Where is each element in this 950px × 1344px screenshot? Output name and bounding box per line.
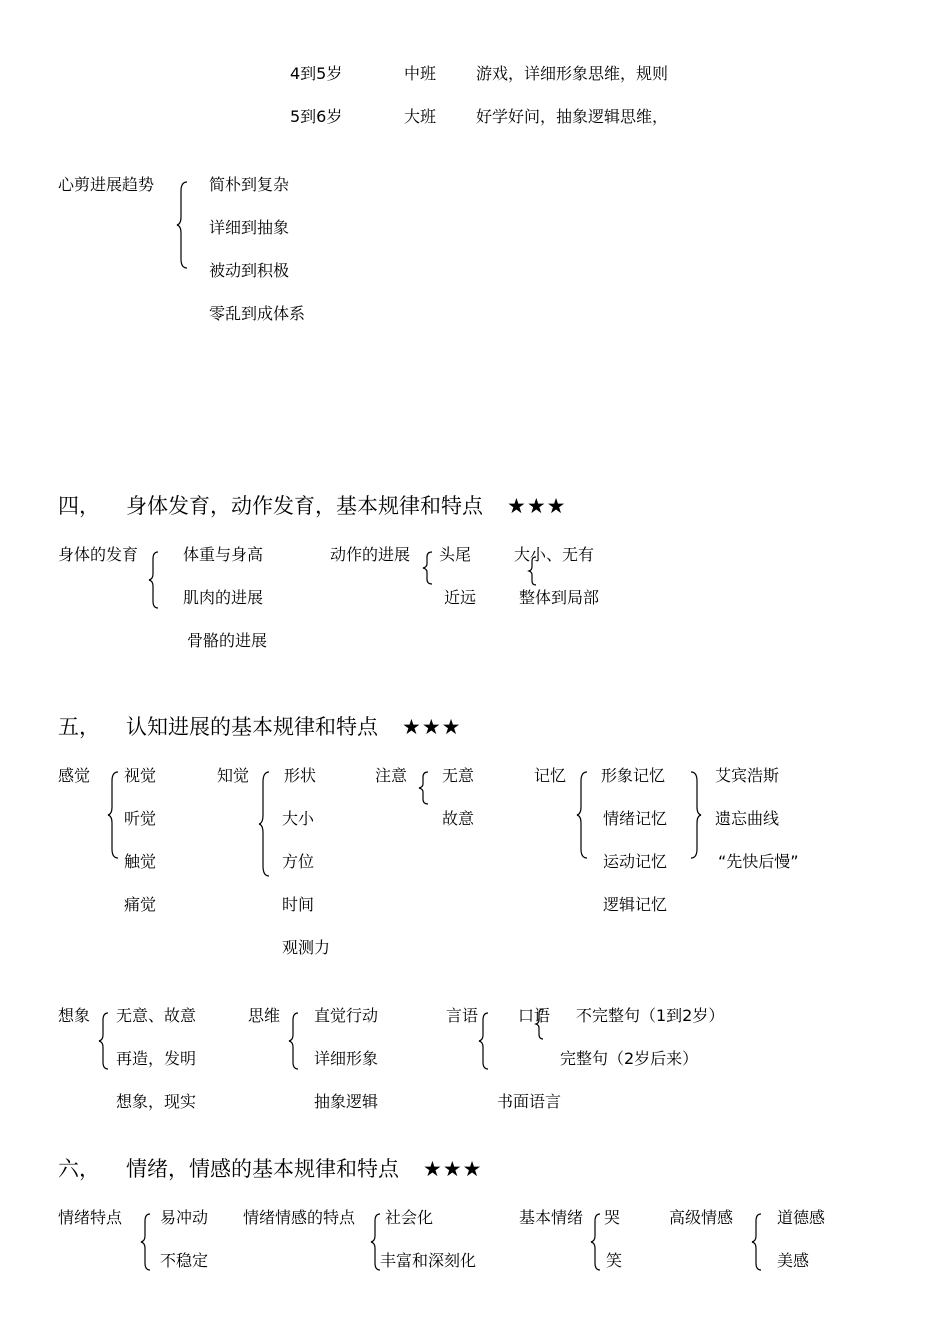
perception-label: 知觉 — [217, 766, 250, 785]
section-4-heading — [58, 493, 566, 519]
trend-item: 零乱到成体系 — [209, 304, 306, 323]
trend-item: 详细到抽象 — [209, 218, 290, 237]
language-written: 书面语言 — [497, 1092, 562, 1111]
language-oral-item: 完整句（2岁后来） — [560, 1049, 699, 1068]
left-brace-icon — [418, 771, 430, 805]
memory-item: 情绪记忆 — [603, 809, 668, 828]
trend-label: 心剪进展趋势 — [58, 175, 155, 194]
section-5-title: 认知进展的基本规律和特点 — [126, 715, 378, 739]
imagination-item: 想象，现实 — [116, 1092, 197, 1111]
section-6-title: 情绪，情感的基本规律和特点 — [126, 1157, 399, 1181]
higher-feeling-label: 高级情感 — [669, 1208, 734, 1227]
age-row-1-traits: 游戏，详细形象思维，规则 — [476, 64, 669, 83]
left-brace-icon — [535, 1008, 545, 1040]
thinking-item: 直觉行动 — [314, 1006, 379, 1025]
sensation-label: 感觉 — [58, 766, 91, 785]
memory-note: 遗忘曲线 — [715, 809, 780, 828]
perception-item: 时间 — [282, 895, 315, 914]
left-brace-icon — [107, 771, 121, 859]
attention-label: 注意 — [375, 766, 408, 785]
left-brace-icon — [140, 1213, 152, 1271]
perception-item: 方位 — [282, 852, 315, 871]
motion-sub-item: 整体到局部 — [519, 588, 600, 607]
age-row-2-class: 大班 — [404, 107, 437, 126]
body-item: 骨骼的进展 — [187, 631, 268, 650]
left-brace-icon — [422, 551, 434, 585]
left-brace-icon — [590, 1213, 602, 1271]
section-6-number: 六， — [58, 1157, 100, 1181]
imagination-item: 无意、故意 — [116, 1006, 197, 1025]
right-brace-icon — [688, 771, 702, 859]
perception-item: 形状 — [284, 766, 317, 785]
language-label: 言语 — [446, 1006, 479, 1025]
sensation-item: 视觉 — [124, 766, 157, 785]
body-development-label: 身体的发育 — [58, 545, 139, 564]
trend-item: 被动到积极 — [209, 261, 290, 280]
rating-stars: ★★★ — [402, 715, 462, 739]
emotion-feeling-item: 丰富和深刻化 — [380, 1251, 477, 1270]
age-row-1-age: 4到5岁 — [290, 64, 343, 83]
memory-label: 记忆 — [534, 766, 567, 785]
trend-item: 简朴到复杂 — [209, 175, 290, 194]
left-brace-icon — [288, 1012, 300, 1070]
basic-emotion-item: 笑 — [606, 1251, 623, 1270]
motion-sub-item: 大小、无有 — [514, 545, 595, 564]
sensation-item: 听觉 — [124, 809, 157, 828]
section-6-heading — [58, 1156, 482, 1182]
left-brace-icon — [176, 181, 190, 269]
section-5-number: 五， — [58, 715, 100, 739]
perception-item: 大小 — [282, 809, 315, 828]
perception-item: 观测力 — [282, 938, 331, 957]
memory-item: 运动记忆 — [603, 852, 668, 871]
body-item: 肌肉的进展 — [183, 588, 264, 607]
motion-item: 近远 — [444, 588, 477, 607]
section-5-heading — [58, 714, 461, 740]
age-row-2-age: 5到6岁 — [290, 107, 343, 126]
thinking-label: 思维 — [248, 1006, 281, 1025]
basic-emotion-item: 哭 — [604, 1208, 621, 1227]
language-oral: 口语 — [518, 1006, 551, 1025]
rating-stars: ★★★ — [507, 494, 567, 518]
memory-item: 逻辑记忆 — [603, 895, 668, 914]
language-oral-item: 不完整句（1到2岁） — [576, 1006, 725, 1025]
emotion-traits-label: 情绪特点 — [58, 1208, 123, 1227]
attention-item: 故意 — [442, 809, 475, 828]
emotion-traits-item: 易冲动 — [160, 1208, 209, 1227]
section-4-number: 四， — [58, 494, 100, 518]
attention-item: 无意 — [442, 766, 475, 785]
left-brace-icon — [98, 1012, 110, 1070]
emotion-feeling-item: 社会化 — [385, 1208, 434, 1227]
higher-feeling-item: 美感 — [777, 1251, 810, 1270]
memory-item: 形象记忆 — [601, 766, 666, 785]
imagination-label: 想象 — [58, 1006, 91, 1025]
thinking-item: 详细形象 — [314, 1049, 379, 1068]
basic-emotion-label: 基本情绪 — [519, 1208, 584, 1227]
body-item: 体重与身高 — [183, 545, 264, 564]
left-brace-icon — [478, 1012, 490, 1070]
left-brace-icon — [148, 551, 160, 609]
left-brace-icon — [258, 771, 272, 877]
emotion-feeling-label: 情绪情感的特点 — [243, 1208, 356, 1227]
higher-feeling-item: 道德感 — [777, 1208, 826, 1227]
memory-note: “先快后慢” — [718, 852, 799, 871]
left-brace-icon — [751, 1213, 763, 1271]
motion-development-label: 动作的进展 — [330, 545, 411, 564]
sensation-item: 触觉 — [124, 852, 157, 871]
emotion-traits-item: 不稳定 — [160, 1251, 209, 1270]
imagination-item: 再造，发明 — [116, 1049, 197, 1068]
sensation-item: 痛觉 — [124, 895, 157, 914]
thinking-item: 抽象逻辑 — [314, 1092, 379, 1111]
age-row-2-traits: 好学好问，抽象逻辑思维， — [476, 107, 669, 126]
section-4-title: 身体发育，动作发育，基本规律和特点 — [126, 494, 483, 518]
motion-item: 头尾 — [439, 545, 472, 564]
memory-note: 艾宾浩斯 — [715, 766, 780, 785]
rating-stars: ★★★ — [423, 1157, 483, 1181]
left-brace-icon — [576, 771, 590, 859]
age-row-1-class: 中班 — [404, 64, 437, 83]
